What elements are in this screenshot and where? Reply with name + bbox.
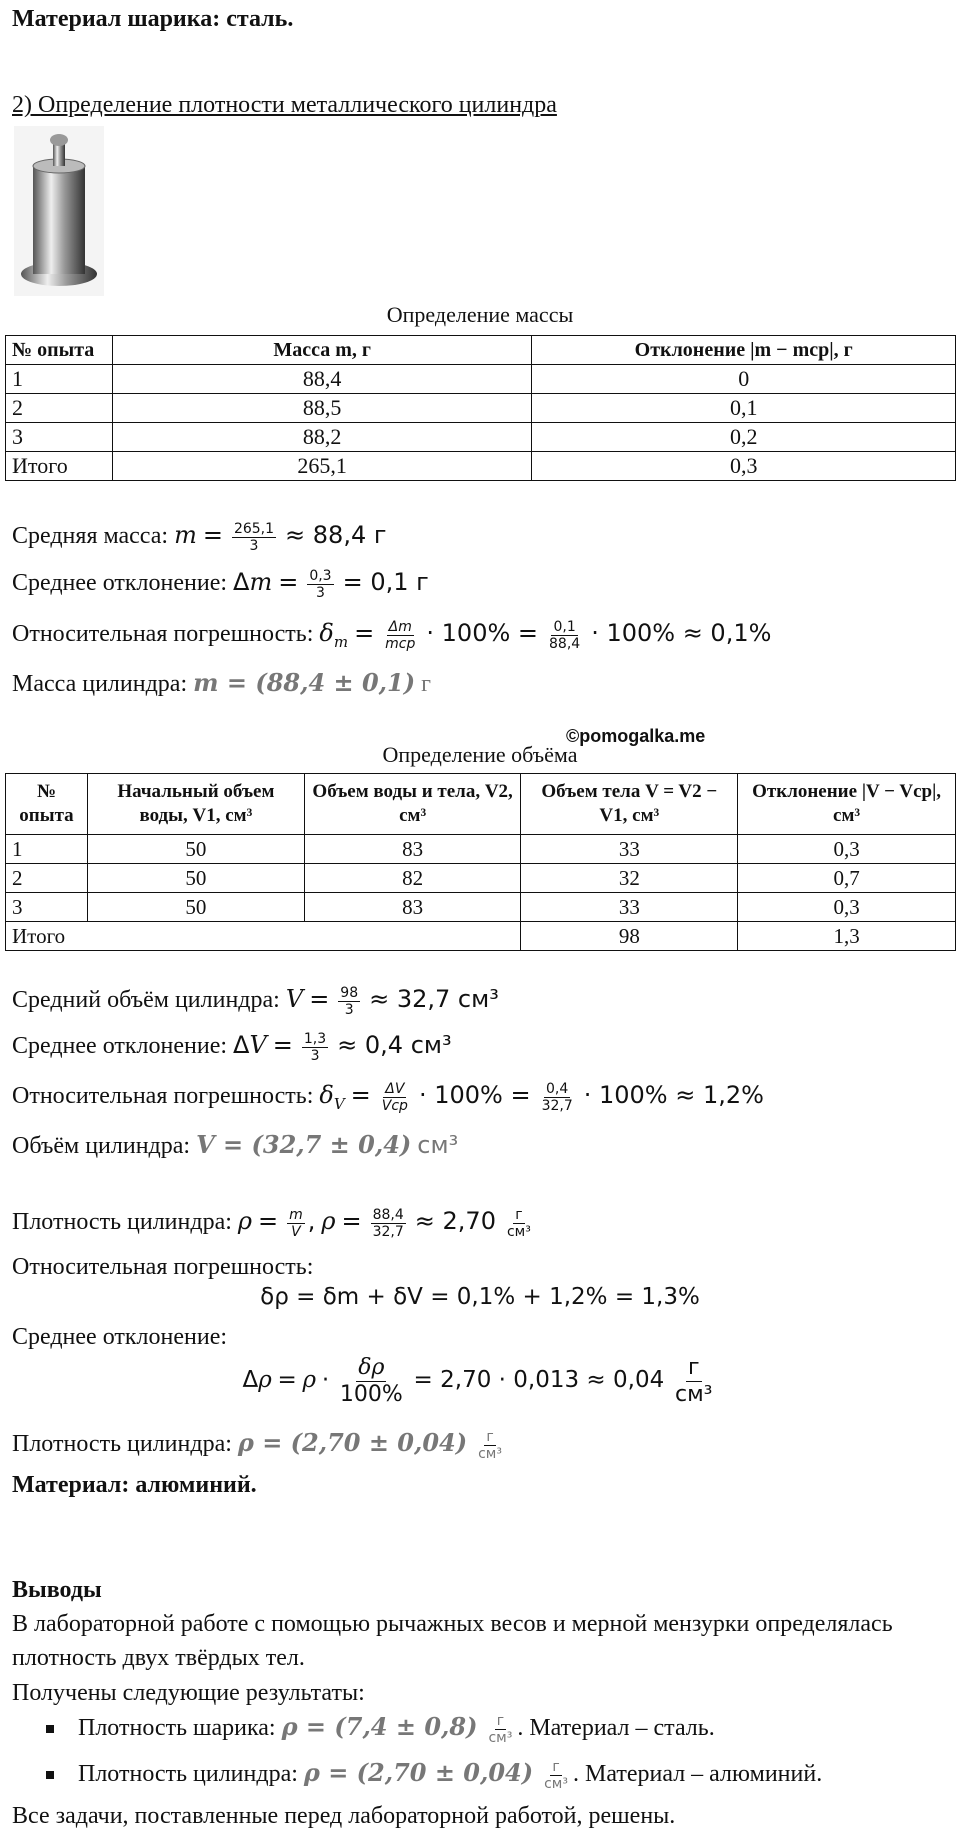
table-cell: Итого	[6, 452, 113, 481]
table-row	[6, 394, 956, 423]
ball-material-line: Материал шарика: сталь.	[12, 6, 294, 32]
table-cell: 0,7	[738, 864, 956, 893]
cylinder-material: Материал: алюминий.	[12, 1472, 257, 1498]
density-line: Плотность цилиндра: ρ = $\frac{m}{V}$ , ρ = $\frac{88,4}{32,7}$ ≈ 2,70 $\frac{г}{\text{см³}}$	[12, 1206, 531, 1240]
result-cylinder: Плотность цилиндра: ρ = (2,70 ± 0,04) $\frac{г}{\text{см³}}$ . Материал – алюминий.	[46, 1758, 822, 1792]
table-cell: 88,2	[112, 423, 531, 452]
table-row	[6, 365, 956, 394]
conclusions-text-3: Получены следующие результаты:	[12, 1680, 365, 1706]
watermark: ©pomogalka.me	[566, 726, 706, 746]
conclusions-title: Выводы	[12, 1577, 102, 1603]
volume-relative-error-line: Относительная погрешность: $\delta_V$ = $\frac{\Delta V}{\text{Vcp}}$ · 100% = $\frac{0,4}{32,7}$ · 100% ≈ 1,2%	[12, 1080, 764, 1114]
table-cell: 1,3	[738, 922, 956, 951]
table-row	[6, 864, 956, 893]
table-cell: 82	[304, 864, 521, 893]
header-cell: Объем тела V = V2 − V1, см³	[521, 774, 738, 835]
table-cell: 88,5	[112, 394, 531, 423]
result-ball: Плотность шарика: ρ = (7,4 ± 0,8) $\frac{г}{\text{см³}}$ . Материал – сталь.	[46, 1712, 715, 1746]
table-cell: 0,2	[532, 423, 956, 452]
table-header-row	[6, 774, 956, 835]
avg-mass-line: Средняя масса: m = $\frac{265,1}{3}$ ≈ 88,4 г	[12, 520, 387, 554]
volume-table-caption: Определение объёма	[382, 742, 578, 767]
mass-table-caption: Определение массы	[386, 302, 574, 327]
header-cell: № опыта	[6, 336, 113, 365]
table-cell: 50	[87, 864, 304, 893]
table-row	[6, 835, 956, 864]
table-cell: 0,1	[532, 394, 956, 423]
bullet-icon	[46, 1771, 54, 1779]
mass-table	[5, 335, 956, 481]
table-cell: 0,3	[738, 835, 956, 864]
table-cell: 50	[87, 835, 304, 864]
table-cell: 83	[304, 893, 521, 922]
conclusions-text-2: плотность двух твёрдых тел.	[12, 1645, 305, 1671]
avg-volume-line: Средний объём цилиндра: V = $\frac{98}{3}$ ≈ 32,7 см³	[12, 984, 499, 1018]
header-cell: Начальный объем воды, V1, см³	[87, 774, 304, 835]
table-cell: 0	[532, 365, 956, 394]
bullet-icon	[46, 1725, 54, 1733]
header-cell: Отклонение |m − mср|, г	[532, 336, 956, 365]
header-cell: № опыта	[6, 774, 88, 835]
volume-table	[5, 773, 956, 951]
table-cell: 3	[6, 893, 88, 922]
section-title: 2) Определение плотности металлического цилиндра	[12, 92, 557, 118]
fraction: $\frac{265,1}{3}$	[233, 520, 275, 554]
table-cell: 50	[87, 893, 304, 922]
table-cell: 1	[6, 365, 113, 394]
header-cell: Масса m, г	[112, 336, 531, 365]
cylinder-photo	[14, 126, 104, 296]
cylinder-mass-line: Масса цилиндра: m = (88,4 ± 0,1) г	[12, 668, 431, 697]
table-cell: 3	[6, 423, 113, 452]
conclusions-final: Все задачи, поставленные перед лабораторной работой, решены.	[12, 1803, 676, 1829]
table-cell: 98	[521, 922, 738, 951]
table-cell: 83	[304, 835, 521, 864]
table-cell: 2	[6, 394, 113, 423]
table-cell: 0,3	[532, 452, 956, 481]
conclusions-text-1: В лабораторной работе с помощью рычажных весов и мерной мензурки определялась	[12, 1611, 893, 1637]
table-cell: 2	[6, 864, 88, 893]
volume-deviation-line: Среднее отклонение: ΔV = $\frac{1,3}{3}$ ≈ 0,4 см³	[12, 1030, 452, 1064]
table-row	[6, 893, 956, 922]
density-rel-label: Относительная погрешность:	[12, 1254, 314, 1280]
header-cell: Объем воды и тела, V2, см³	[304, 774, 521, 835]
table-cell: Итого	[6, 922, 521, 951]
cylinder-volume-line: Объём цилиндра: V = (32,7 ± 0,4) см³	[12, 1130, 459, 1159]
table-row	[6, 423, 956, 452]
table-cell: 0,3	[738, 893, 956, 922]
density-dev-formula: Δρ = ρ · $\frac{\delta\rho}{100\%}$ = 2,70 · 0,013 ≈ 0,04 $\frac{г}{\text{см³}}$	[242, 1355, 713, 1407]
table-cell: 33	[521, 893, 738, 922]
table-cell: 32	[521, 864, 738, 893]
table-header-row	[6, 336, 956, 365]
table-row	[6, 922, 956, 951]
mass-deviation-line: Среднее отклонение: Δm = $\frac{0,3}{3}$ = 0,1 г	[12, 567, 429, 601]
table-cell: 265,1	[112, 452, 531, 481]
mass-relative-error-line: Относительная погрешность: $\delta_m$ = $\frac{\Delta m}{\text{mcp}}$ · 100% = $\frac{0,1}{88,4}$ · 100% ≈ 0,1%	[12, 618, 772, 652]
table-cell: 1	[6, 835, 88, 864]
header-cell: Отклонение |V − Vср|, см³	[738, 774, 956, 835]
table-row	[6, 452, 956, 481]
table-cell: 33	[521, 835, 738, 864]
cylinder-density-line: Плотность цилиндра: ρ = (2,70 ± 0,04) $\frac{г}{\text{см³}}$	[12, 1428, 502, 1462]
table-cell: 88,4	[112, 365, 531, 394]
density-rel-formula: δρ = δm + δV = 0,1% + 1,2% = 1,3%	[260, 1284, 700, 1310]
density-dev-label: Среднее отклонение:	[12, 1324, 228, 1350]
label: Средняя масса:	[12, 523, 169, 549]
